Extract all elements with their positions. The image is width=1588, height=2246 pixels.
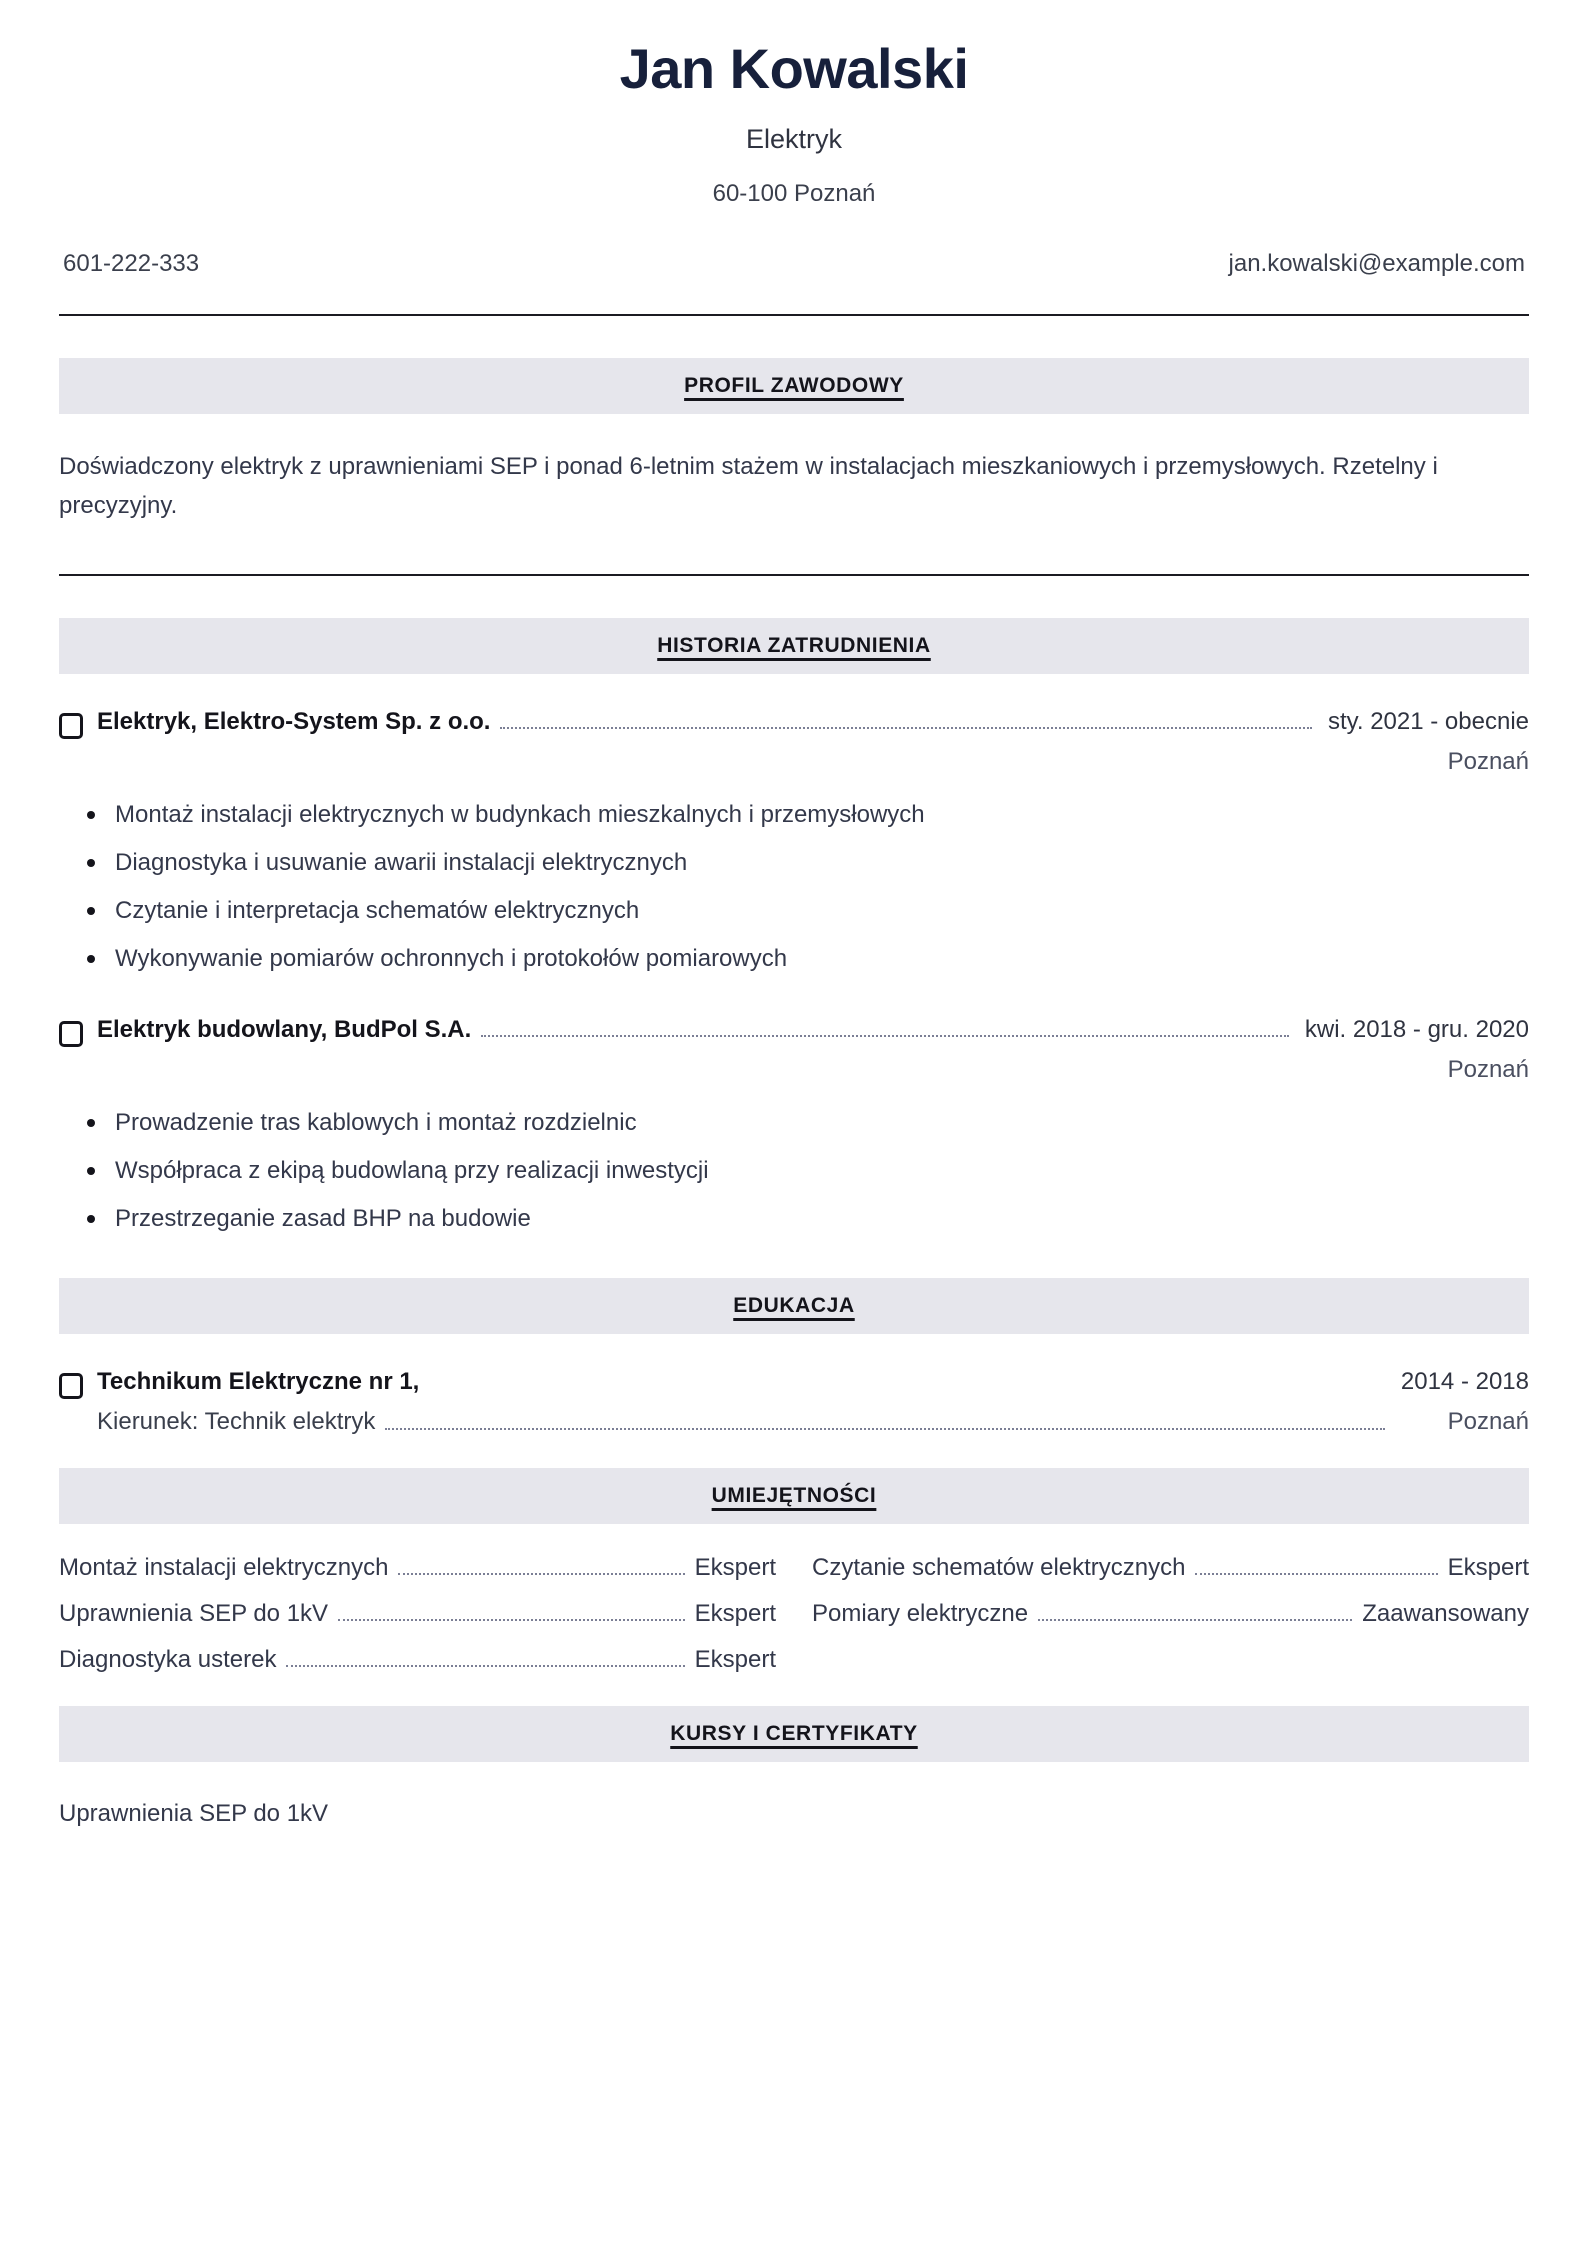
- experience-date-range: kwi. 2018 - gru. 2020: [1304, 1016, 1529, 1044]
- section-header-courses: [59, 1706, 1529, 1762]
- checkbox-icon: [59, 713, 83, 739]
- dotted-leader: [338, 1619, 685, 1621]
- section-title-profile: PROFIL ZAWODOWY: [684, 374, 904, 398]
- section-title-experience: HISTORIA ZATRUDNIENIA: [657, 633, 931, 657]
- skill-level: Ekspert: [1447, 1554, 1529, 1582]
- experience-entry-header: [59, 708, 1529, 776]
- education-entry-header: [59, 1368, 1529, 1436]
- skill-name: Montaż instalacji elektrycznych: [59, 1554, 389, 1582]
- skill-level: Ekspert: [694, 1646, 776, 1674]
- resume-content: [59, 0, 1529, 1832]
- list-item: Czytanie i interpretacja schematów elektrycznych: [83, 894, 1529, 928]
- section-header-skills: [59, 1468, 1529, 1524]
- experience-entry: [59, 1016, 1529, 1236]
- dotted-leader: [286, 1665, 684, 1667]
- skills-column-left: [59, 1554, 776, 1674]
- experience-entry-left: [97, 708, 1322, 736]
- section-title-skills: UMIEJĘTNOŚCI: [711, 1484, 877, 1508]
- education-field: Kierunek: Technik elektryk: [97, 1408, 376, 1436]
- education-entry: [59, 1368, 1529, 1436]
- skills-grid: [59, 1554, 1529, 1674]
- dotted-leader: [1195, 1573, 1437, 1575]
- section-header-profile: [59, 358, 1529, 414]
- checkbox-icon: [59, 1373, 83, 1399]
- skill-level: Zaawansowany: [1362, 1600, 1529, 1628]
- section-header-education: [59, 1278, 1529, 1334]
- page-title: Jan Kowalski: [619, 37, 969, 100]
- education-date-range: 2014 - 2018: [1400, 1368, 1529, 1396]
- job-title: Elektryk: [745, 124, 843, 155]
- experience-duties-list: [59, 1106, 1529, 1236]
- list-item: Prowadzenie tras kablowych i montaż rozdzielnic: [83, 1106, 1529, 1140]
- education-entry-right: [1395, 1368, 1529, 1436]
- experience-entry-header: [59, 1016, 1529, 1084]
- courses-list: [59, 1796, 1529, 1832]
- experience-job-title: Elektryk budowlany, BudPol S.A.: [97, 1016, 472, 1044]
- profile-summary-text: Doświadczony elektryk z uprawnieniami SEP i ponad 6-letnim stażem w instalacjach mieszkaniowych i przemysłowych. Rzetelny i precyzyjny.: [59, 453, 1438, 519]
- skill-level: Ekspert: [694, 1554, 776, 1582]
- dotted-leader: [398, 1573, 684, 1575]
- skill-row: [59, 1554, 776, 1582]
- dotted-leader: [1038, 1619, 1352, 1621]
- skill-name: Pomiary elektryczne: [812, 1600, 1029, 1628]
- list-item: Wykonywanie pomiarów ochronnych i protokołów pomiarowych: [83, 942, 1529, 976]
- skill-name: Uprawnienia SEP do 1kV: [59, 1600, 329, 1628]
- checkbox-icon: [59, 1021, 83, 1047]
- list-item: Diagnostyka i usuwanie awarii instalacji elektrycznych: [83, 846, 1529, 880]
- section-title-education: EDUKACJA: [733, 1294, 855, 1318]
- header-location: 60-100 Poznań: [712, 180, 876, 208]
- education-field-row: [97, 1396, 1395, 1436]
- experience-job-title: Elektryk, Elektro-System Sp. z o.o.: [97, 707, 491, 735]
- skills-column-right: [812, 1554, 1529, 1674]
- list-item: Montaż instalacji elektrycznych w budynkach mieszkalnych i przemysłowych: [83, 798, 1529, 832]
- experience-title-row: [97, 708, 1322, 736]
- skill-name: Czytanie schematów elektrycznych: [812, 1554, 1186, 1582]
- phone-number: 601-222-333: [63, 250, 200, 278]
- experience-entry-right: [1322, 708, 1529, 776]
- dotted-leader: [385, 1428, 1385, 1430]
- experience-location: Poznań: [1447, 1056, 1529, 1084]
- contact-row: [59, 250, 1529, 278]
- section-header-experience: [59, 618, 1529, 674]
- experience-entry: [59, 708, 1529, 976]
- list-item: Współpraca z ekipą budowlaną przy realizacji inwestycji: [83, 1154, 1529, 1188]
- header-divider: [59, 314, 1529, 316]
- skill-name: Diagnostyka usterek: [59, 1646, 277, 1674]
- experience-duties-list: [59, 798, 1529, 976]
- skill-row: [812, 1554, 1529, 1582]
- section-title-courses: KURSY I CERTYFIKATY: [670, 1722, 918, 1746]
- education-location: Poznań: [1447, 1408, 1529, 1436]
- profile-divider: [59, 574, 1529, 576]
- list-item: Uprawnienia SEP do 1kV: [59, 1800, 329, 1828]
- dotted-leader: [500, 727, 1312, 729]
- education-entry-left: [97, 1368, 1395, 1436]
- experience-entry-right: [1299, 1016, 1529, 1084]
- skill-row: [59, 1600, 776, 1628]
- dotted-leader: [481, 1035, 1289, 1037]
- experience-location: Poznań: [1447, 747, 1529, 775]
- skill-row: [812, 1600, 1529, 1628]
- skill-level: Ekspert: [694, 1600, 776, 1628]
- experience-date-range: sty. 2021 - obecnie: [1327, 707, 1529, 735]
- skill-row: [59, 1646, 776, 1674]
- experience-title-row: [97, 1016, 1299, 1044]
- list-item: Przestrzeganie zasad BHP na budowie: [83, 1202, 1529, 1236]
- experience-entry-left: [97, 1016, 1299, 1044]
- education-school: Technikum Elektryczne nr 1,: [97, 1368, 420, 1396]
- email-address: jan.kowalski@example.com: [1228, 250, 1525, 278]
